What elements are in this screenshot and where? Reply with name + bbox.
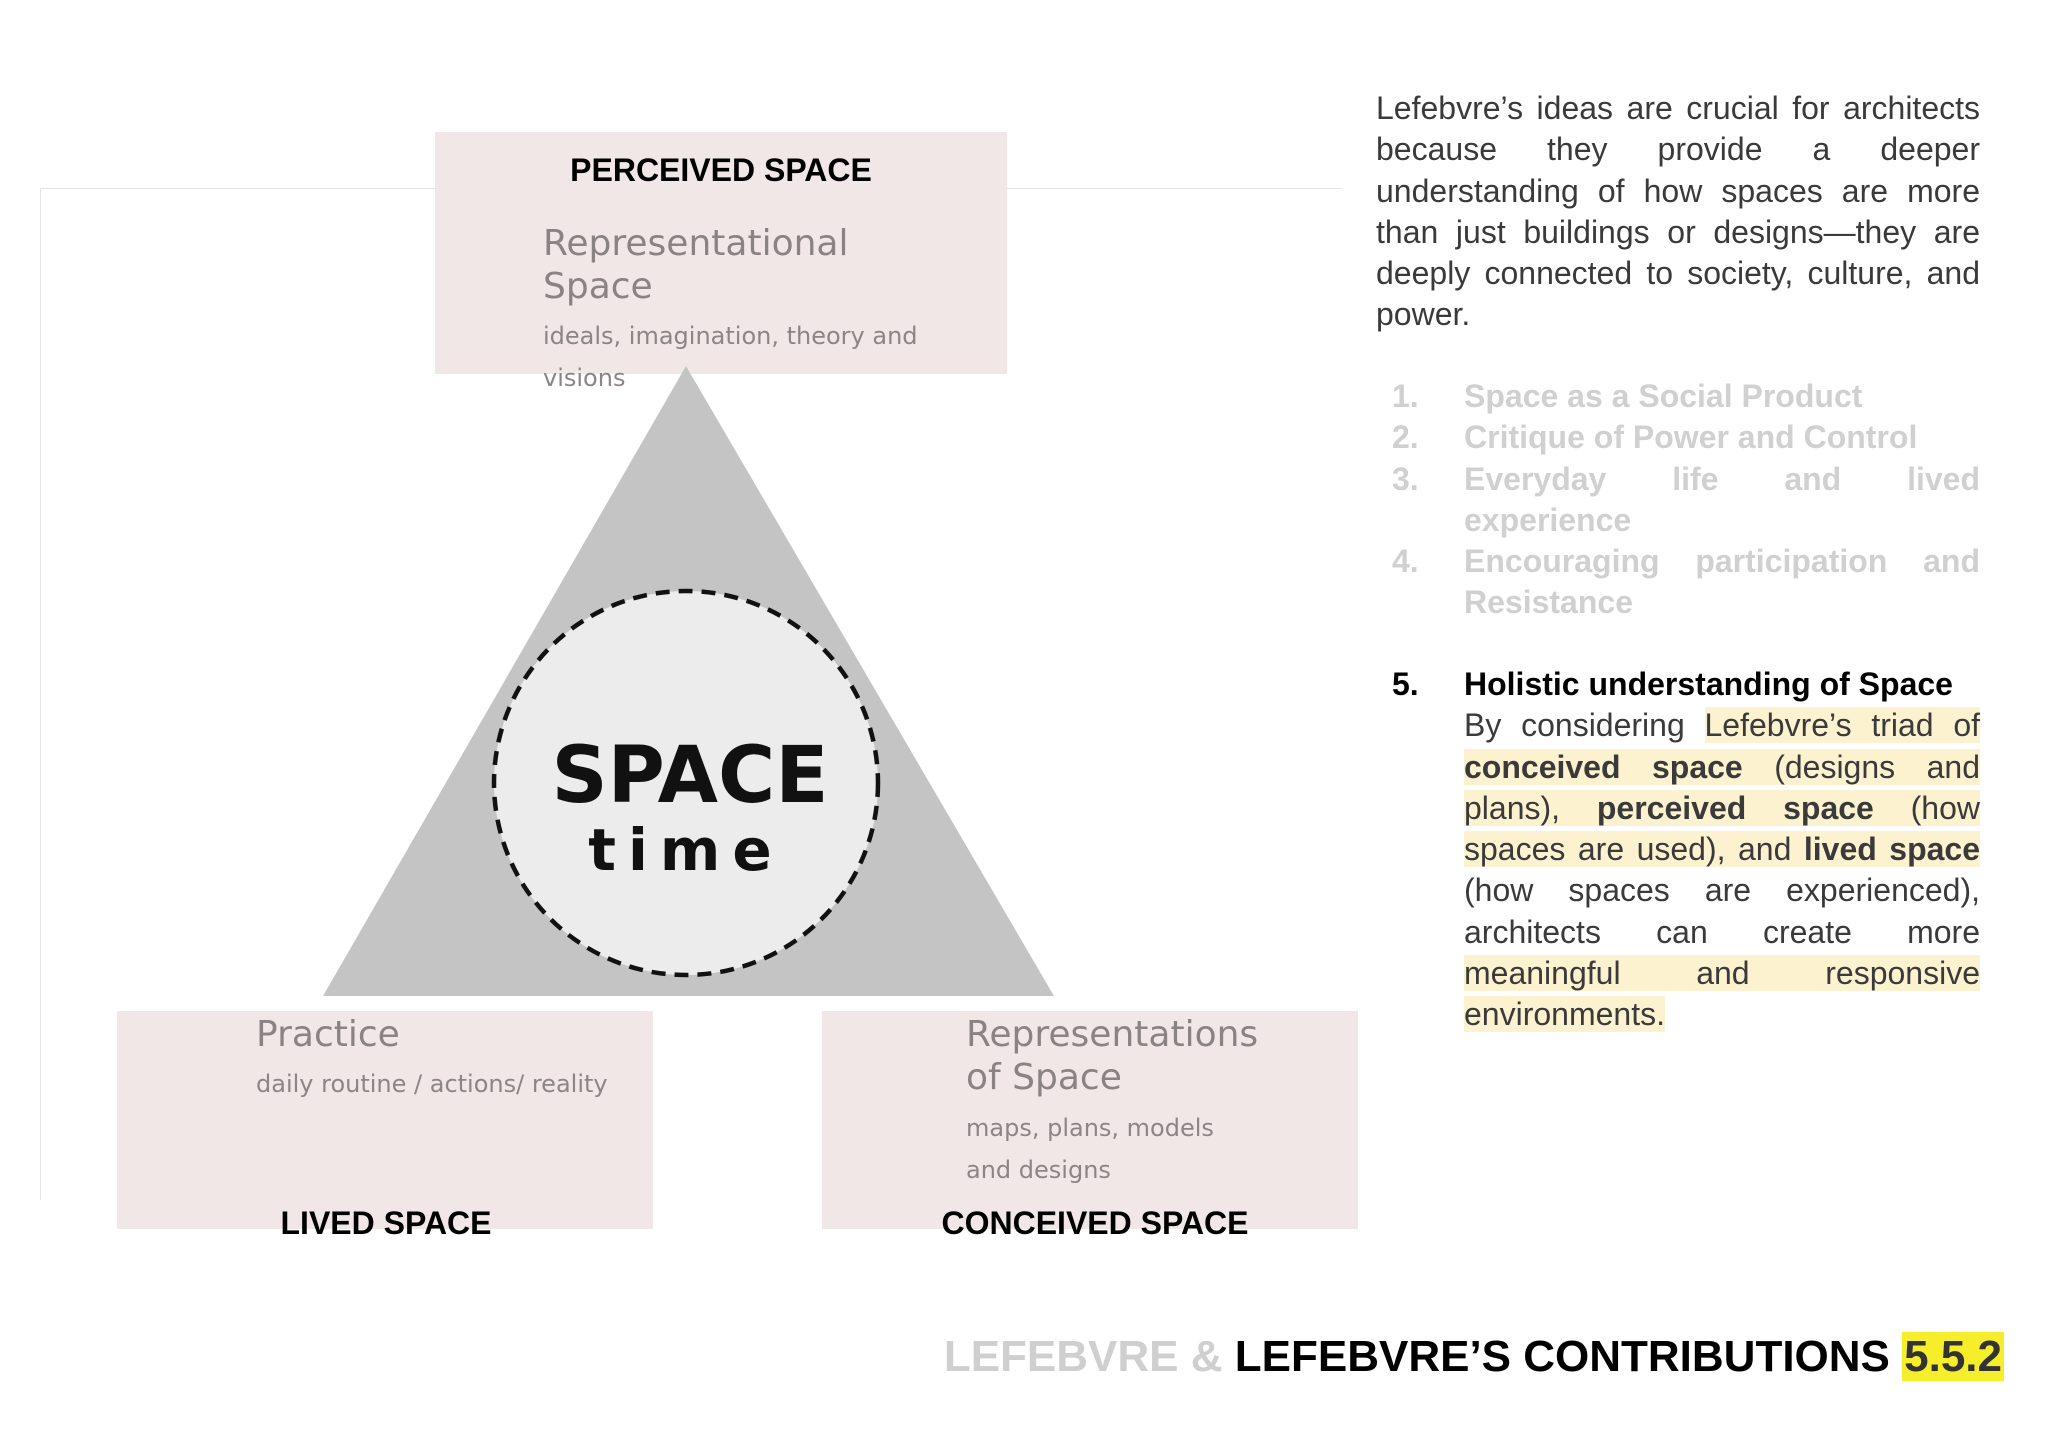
conceived-space-label: CONCEIVED SPACE (941, 1205, 1249, 1241)
section-heading (944, 1331, 2004, 1383)
highlighted-text: (how spaces are used), and (1464, 789, 1980, 868)
holistic-understanding-title: Holistic understanding of Space (1464, 666, 1953, 702)
perceived-space-term: perceived space (1596, 789, 1874, 826)
holistic-understanding-body (1464, 705, 1980, 1035)
highlighted-text: (designs and plans), (1464, 748, 1980, 826)
section-number-badge: 5.5.2 (1904, 1332, 2002, 1381)
list-item (1376, 541, 1980, 624)
practice-subtitle: daily routine / actions/ reality (256, 1070, 608, 1098)
lived-space-label: LIVED SPACE (280, 1205, 492, 1241)
list-item (1376, 376, 1980, 417)
list-item-number: 5. (1392, 666, 1419, 702)
list-item-number: 4. (1392, 543, 1419, 580)
representational-space-subtitle: ideals, imagination, theory and visions (543, 322, 918, 392)
highlighted-text: meaningful and responsive environments. (1464, 955, 1980, 1033)
holistic-understanding-item (1376, 664, 1980, 1036)
highlighted-text: Lefebvre’s triad of (1704, 707, 1980, 744)
body-text: By considering (1464, 707, 1705, 744)
list-item-text: Critique of Power and Control (1464, 419, 1918, 456)
representations-of-space-title-line1: Representations (966, 1014, 1259, 1055)
time-word: time (588, 816, 784, 884)
lived-space-term: lived space (1803, 831, 1981, 868)
list-item-number: 2. (1392, 419, 1419, 456)
section-heading-title: LEFEBVRE’S CONTRIBUTIONS (1234, 1332, 1903, 1381)
perceived-space-label: PERCEIVED SPACE (570, 152, 872, 188)
representational-space-title-line1: Representational (543, 223, 849, 264)
representations-of-space-title-line2: of Space (966, 1057, 1122, 1098)
contributions-list (1376, 376, 1980, 624)
list-item-text: Space as a Social Product (1464, 378, 1863, 414)
conceived-space-term: conceived space (1464, 748, 1743, 785)
representations-of-space-subtitle-line1: maps, plans, models (966, 1114, 1214, 1142)
list-item (1376, 417, 1980, 458)
section-heading-grey: LEFEBVRE & (943, 1332, 1235, 1381)
practice-title: Practice (256, 1014, 400, 1055)
list-item-number: 3. (1392, 460, 1419, 497)
intro-paragraph: Lefebvre’s ideas are crucial for architects because they provide a deeper understanding of how spaces are more than just buildings or designs—they are deeply connected to society, culture, and power. (1376, 90, 1980, 333)
body-text: (how spaces are experienced), architects can create more (1464, 872, 1980, 950)
list-item (1376, 459, 1980, 542)
list-item-number: 1. (1392, 378, 1419, 414)
space-word: SPACE (551, 731, 829, 821)
list-item-text: Encouraging participation and Resistance (1464, 543, 1980, 621)
representations-of-space-subtitle-line2: and designs (966, 1156, 1111, 1184)
list-item-text: Everyday life and lived experience (1464, 460, 1980, 538)
representational-space-title-line2: Space (543, 266, 653, 307)
